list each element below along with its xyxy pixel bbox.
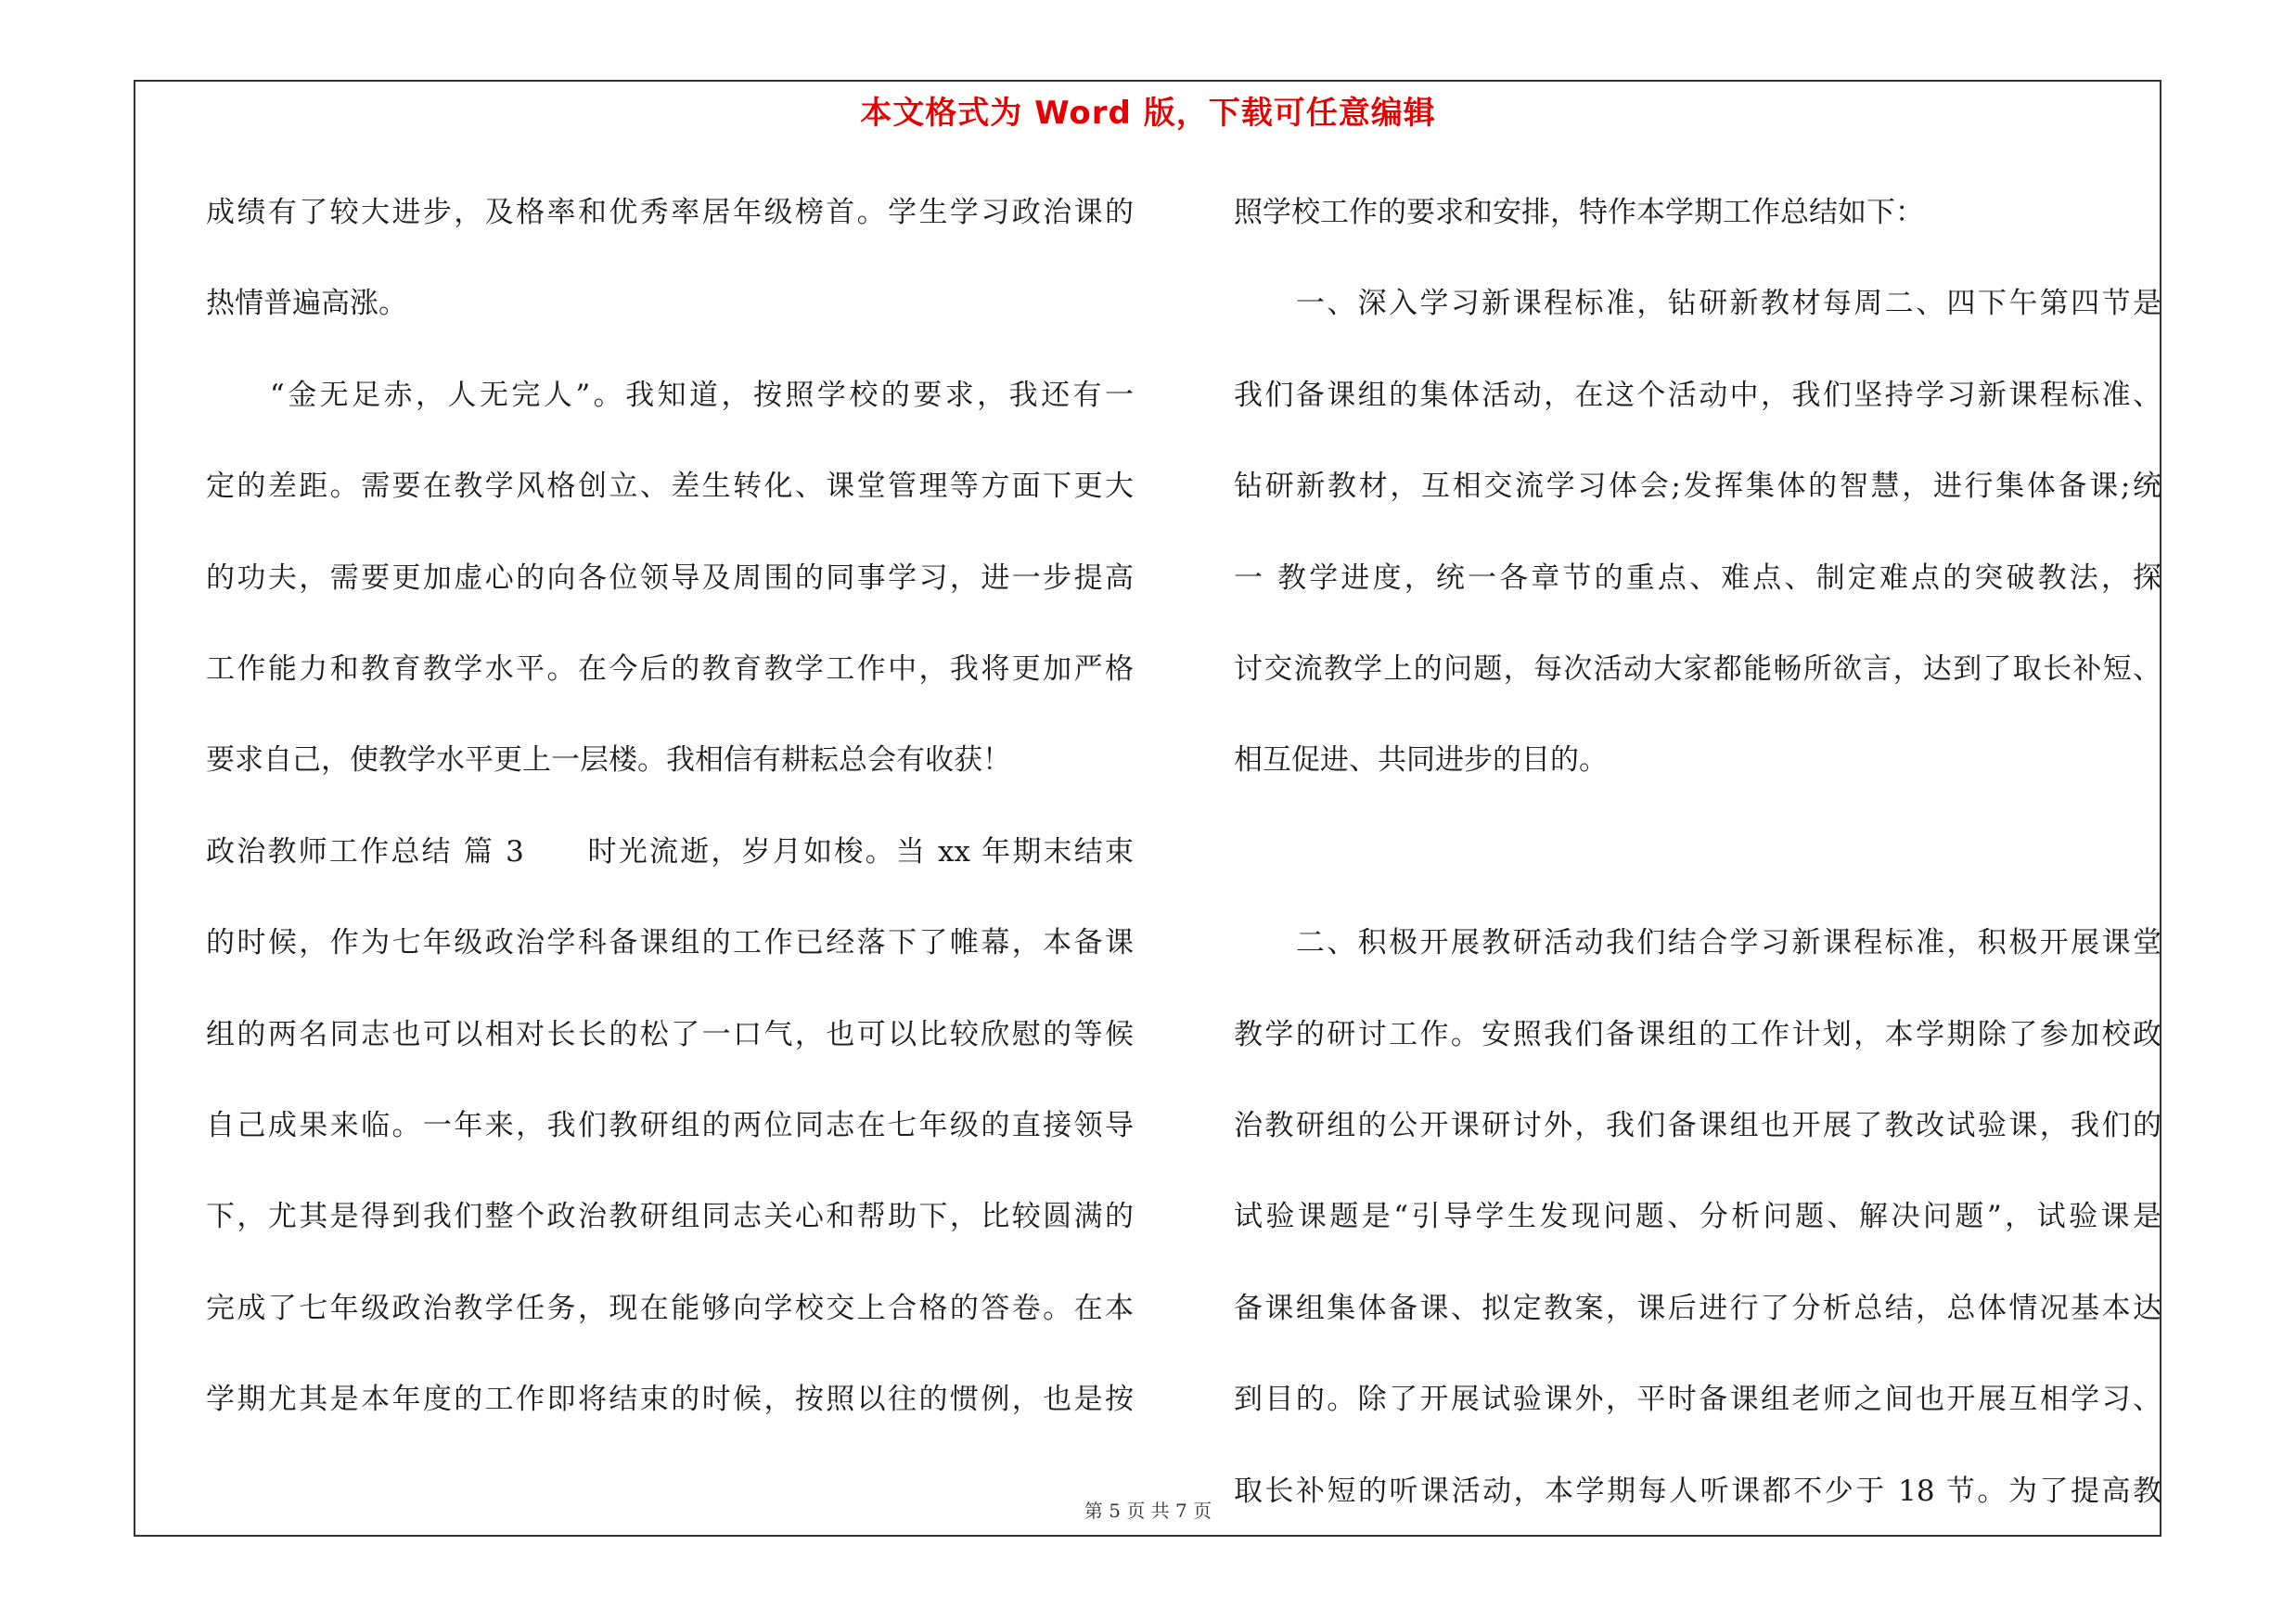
text-line: 学期尤其是本年度的工作即将结束的时候，按照以往的惯例，也是按 (206, 1383, 1134, 1417)
text-line: 一、深入学习新课程标准，钻研新教材每周二、四下午第四节是 (1234, 287, 2161, 321)
page-number: 第 5 页 共 7 页 (1084, 1500, 1212, 1522)
text-line: 我们备课组的集体活动，在这个活动中，我们坚持学习新课程标准、 (1234, 378, 2161, 412)
text-line: 热情普遍高涨。 (206, 287, 407, 321)
text-line: 钻研新教材，互相交流学习体会;发挥集体的智慧，进行集体备课;统 (1234, 470, 2161, 504)
text-line: 治教研组的公开课研讨外，我们备课组也开展了教改试验课，我们的 (1234, 1109, 2161, 1143)
text-line: 自己成果来临。一年来，我们教研组的两位同志在七年级的直接领导 (206, 1109, 1134, 1143)
text-line: 工作能力和教育教学水平。在今后的教育教学工作中，我将更加严格 (206, 652, 1134, 687)
text-line: 备课组集体备课、拟定教案，课后进行了分析总结，总体情况基本达 (1234, 1291, 2161, 1325)
text-line: 完成了七年级政治教学任务，现在能够向学校交上合格的答卷。在本 (206, 1291, 1134, 1325)
text-line: 试验课题是“引导学生发现问题、分析问题、解决问题”，试验课是 (1234, 1200, 2161, 1234)
text-line: 取长补短的听课活动，本学期每人听课都不少于 18 节。为了提高教 (1234, 1474, 2161, 1508)
format-banner: 本文格式为 Word 版，下载可任意编辑 (860, 95, 1436, 132)
text-line: 组的两名同志也可以相对长长的松了一口气，也可以比较欣慰的等候 (206, 1017, 1134, 1051)
text-line: 要求自己，使教学水平更上一层楼。我相信有耕耘总会有收获！ (206, 743, 1011, 778)
text-line: 下，尤其是得到我们整个政治教研组同志关心和帮助下，比较圆满的 (206, 1200, 1134, 1234)
text-line: 定的差距。需要在教学风格创立、差生转化、课堂管理等方面下更大 (206, 470, 1134, 504)
text-line: 成绩有了较大进步，及格率和优秀率居年级榜首。学生学习政治课的 (206, 196, 1134, 229)
section-heading-line: 政治教师工作总结 篇 3 时光流逝，岁月如梭。当 xx 年期末结束 (206, 834, 1134, 869)
text-line: 的功夫，需要更加虚心的向各位领导及周围的同事学习，进一步提高 (206, 560, 1134, 595)
text-line: 讨交流教学上的问题，每次活动大家都能畅所欲言，达到了取长补短、 (1234, 652, 2161, 687)
text-line: 一 教学进度，统一各章节的重点、难点、制定难点的突破教法，探 (1234, 560, 2161, 595)
text-line: “金无足赤，人无完人”。我知道，按照学校的要求，我还有一 (206, 378, 1134, 412)
blank-line (1234, 806, 2161, 897)
text-line: 二、积极开展教研活动我们结合学习新课程标准，积极开展课堂 (1234, 926, 2161, 960)
text-line: 相互促进、共同进步的目的。 (1234, 743, 1608, 778)
text-line: 照学校工作的要求和安排，特作本学期工作总结如下： (1234, 196, 1924, 229)
left-column (206, 167, 1134, 1446)
text-line: 到目的。除了开展试验课外，平时备课组老师之间也开展互相学习、 (1234, 1383, 2161, 1417)
text-line: 的时候，作为七年级政治学科备课组的工作已经落下了帷幕，本备课 (206, 926, 1134, 960)
right-column (1234, 167, 2161, 1537)
text-line: 教学的研讨工作。安照我们备课组的工作计划，本学期除了参加校政 (1234, 1017, 2161, 1051)
